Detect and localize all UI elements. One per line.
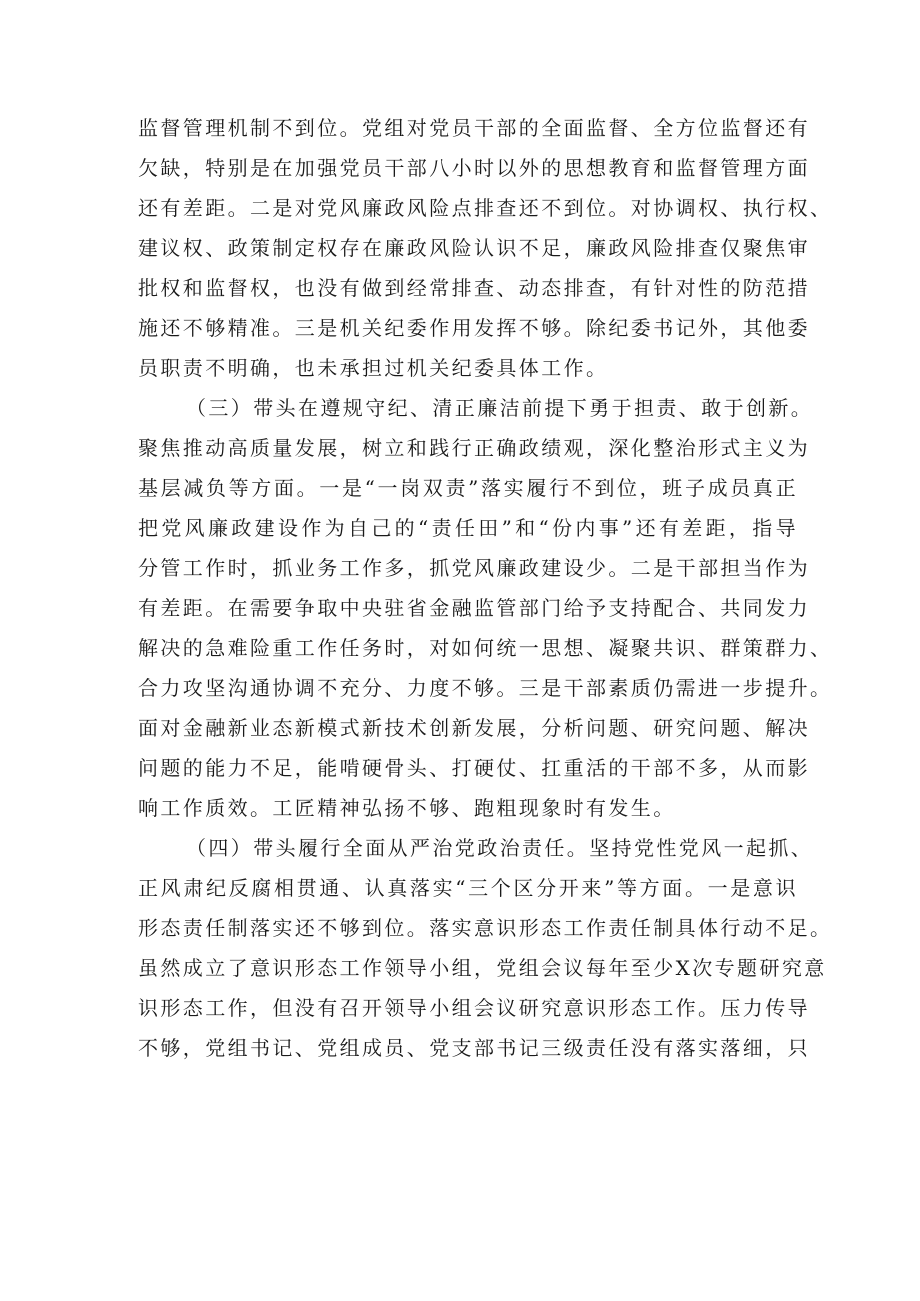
document-body	[138, 108, 833, 1068]
section-heading-line: （四）带头履行全面从严治党政治责任。坚持党性党风一起抓、	[186, 836, 814, 860]
text-line: 还有差距。二是对党风廉政风险点排查还不到位。对协调权、执行权、	[138, 196, 833, 220]
text-line: 监督管理机制不到位。党组对党员干部的全面监督、全方位监督还有	[138, 116, 810, 140]
text-line: 批权和监督权，也没有做到经常排查、动态排查，有针对性的防范措	[138, 276, 810, 300]
text-line: 问题的能力不足，能啃硬骨头、打硬仗、扛重活的干部不多，从而影	[138, 756, 810, 780]
text-line: 施还不够精准。三是机关纪委作用发挥不够。除纪委书记外，其他委	[138, 316, 810, 340]
paragraph-continuation	[138, 108, 833, 388]
text-line: 面对金融新业态新模式新技术创新发展，分析问题、研究问题、解决	[138, 716, 810, 740]
text-line: 基层减负等方面。一是“一岗双责”落实履行不到位，班子成员真正	[138, 476, 798, 500]
text-line: 解决的急难险重工作任务时，对如何统一思想、凝聚共识、群策群力、	[138, 636, 833, 660]
text-line-last: 员职责不明确，也未承担过机关纪委具体工作。	[138, 356, 609, 380]
text-line: 虽然成立了意识形态工作领导小组，党组会议每年至少X次专题研究意	[138, 956, 827, 980]
text-line: 合力攻坚沟通协调不充分、力度不够。三是干部素质仍需进一步提升。	[138, 676, 833, 700]
paragraph-section-3	[138, 388, 833, 828]
paragraph-section-4	[138, 828, 833, 1068]
text-line: 正风肃纪反腐相贯通、认真落实“三个区分开来”等方面。一是意识	[138, 876, 798, 900]
text-line: 形态责任制落实还不够到位。落实意识形态工作责任制具体行动不足。	[138, 916, 833, 940]
text-line: 欠缺，特别是在加强党员干部八小时以外的思想教育和监督管理方面	[138, 156, 810, 180]
section-heading-line: （三）带头在遵规守纪、清正廉洁前提下勇于担责、敢于创新。	[186, 396, 814, 420]
text-line-last: 响工作质效。工匠精神弘扬不够、跑粗现象时有发生。	[138, 796, 676, 820]
text-line: 把党风廉政建设作为自己的“责任田”和“份内事”还有差距，指导	[138, 516, 798, 540]
text-line: 有差距。在需要争取中央驻省金融监管部门给予支持配合、共同发力	[138, 596, 810, 620]
text-line: 聚焦推动高质量发展，树立和践行正确政绩观，深化整治形式主义为	[138, 436, 810, 460]
text-line: 分管工作时，抓业务工作多，抓党风廉政建设少。二是干部担当作为	[138, 556, 810, 580]
text-line: 建议权、政策制定权存在廉政风险认识不足，廉政风险排查仅聚焦审	[138, 236, 810, 260]
text-line: 识形态工作，但没有召开领导小组会议研究意识形态工作。压力传导	[138, 996, 810, 1020]
text-line: 不够，党组书记、党组成员、党支部书记三级责任没有落实落细，只	[138, 1036, 810, 1060]
